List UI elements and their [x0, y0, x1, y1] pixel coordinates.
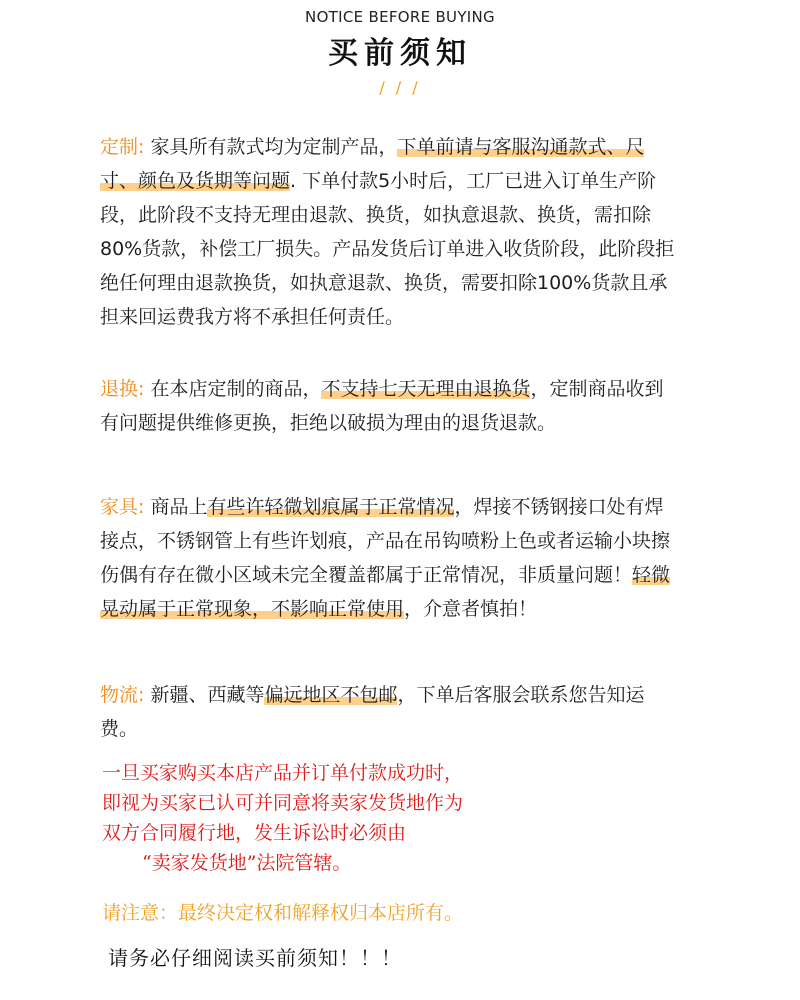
furniture-text-2: ，焊接不锈钢接口处有焊接点，不锈钢管上有些许划痕，产品在吊钩喷粉上色或者运输小块擦伤偶有存在微小区域未完全覆盖都属于正常情况，非质量问题！ [100, 496, 671, 586]
notice-text: 请注意：最终决定权和解释权归本店所有。 [102, 902, 464, 924]
return-text-1: 在本店定制的商品， [144, 378, 322, 400]
custom-text-1: 家具所有款式均为定制产品， [144, 136, 398, 158]
logistics-label: 物流: [100, 684, 145, 706]
legal-line-4: “卖家发货地”法院管辖。 [142, 852, 352, 874]
logistics-text-2: ，下单后客服会联系您告知运费。 [100, 684, 645, 740]
furniture-section [100, 490, 680, 626]
furniture-text-1: 商品上 [144, 496, 208, 518]
custom-section [100, 130, 680, 334]
return-highlight-1: 不支持七天无理由退换货 [321, 378, 531, 400]
custom-label: 定制: [100, 136, 145, 158]
furniture-highlight-1: 有些许轻微划痕属于正常情况 [207, 496, 455, 518]
logistics-highlight-1: 偏远地区不包邮 [264, 684, 398, 706]
custom-text-2: . 下单付款5小时后，工厂已进入订单生产阶段，此阶段不支持无理由退款、换货，如执意退款、换货，需扣除80%货款，补偿工厂损失。产品发货后订单进入收货阶段，此阶段拒绝任何理由退款换货，如执意退款、换货，需要扣除100%货款且承担来回运费我方将不承担任何责任。 [100, 170, 675, 328]
furniture-highlight-2: 轻微晃动属于正常现象，不影响正常使用 [100, 564, 671, 620]
return-label: 退换: [100, 378, 145, 400]
final-reminder: 请务必仔细阅读买前须知！！！ [108, 946, 402, 970]
legal-line-1: 一旦买家购买本店产品并订单付款成功时， [102, 762, 464, 784]
return-text-2: ，定制商品收到有问题提供维修更换，拒绝以破损为理由的退货退款。 [100, 378, 664, 434]
return-section [100, 372, 680, 440]
decorative-slashes: / / / [379, 78, 421, 97]
furniture-text-3: ，介意者慎拍！ [404, 598, 538, 620]
header-chinese-title: 买前须知 [328, 36, 472, 71]
furniture-label: 家具: [100, 496, 145, 518]
logistics-section [100, 678, 680, 746]
legal-line-2: 即视为买家已认可并同意将卖家发货地作为 [102, 792, 464, 814]
custom-highlight-1: 下单前请与客服沟通款式、尺寸、颜色及货期等问题 [100, 136, 645, 192]
legal-line-3: 双方合同履行地，发生诉讼时必须由 [102, 822, 407, 844]
header-english-title: NOTICE BEFORE BUYING [305, 8, 495, 26]
logistics-text-1: 新疆、西藏等 [144, 684, 265, 706]
